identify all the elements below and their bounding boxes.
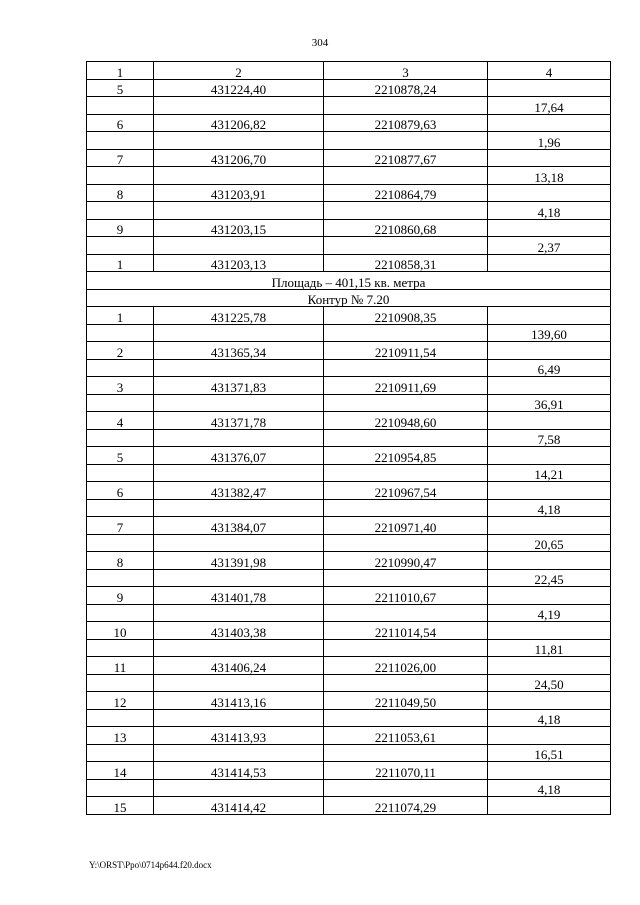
x-coordinate: 431413,93 (154, 727, 324, 745)
distance-row (87, 674, 611, 692)
y-coordinate (324, 202, 488, 220)
distance-cell: 11,81 (488, 639, 611, 657)
point-number: 15 (87, 797, 154, 815)
y-coordinate: 2210971,40 (324, 517, 488, 535)
point-row (87, 219, 611, 237)
point-row (87, 79, 611, 97)
point-row (87, 114, 611, 132)
distance-row (87, 167, 611, 185)
distance-cell (488, 377, 611, 395)
point-row (87, 727, 611, 745)
x-coordinate (154, 639, 324, 657)
section-caption: Площадь – 401,15 кв. метра (87, 272, 611, 290)
x-coordinate (154, 97, 324, 115)
section-row (87, 289, 611, 307)
x-coordinate (154, 167, 324, 185)
x-coordinate (154, 499, 324, 517)
distance-cell (488, 184, 611, 202)
distance-cell: 139,60 (488, 324, 611, 342)
distance-cell: 1,96 (488, 132, 611, 150)
file-path-footer: Y:\ORST\Ppo\0714p644.f20.docx (89, 860, 212, 870)
header-row (87, 62, 611, 80)
x-coordinate: 431371,83 (154, 377, 324, 395)
distance-cell (488, 657, 611, 675)
distance-cell (488, 307, 611, 325)
distance-row (87, 394, 611, 412)
point-row (87, 762, 611, 780)
point-number: 4 (87, 412, 154, 430)
column-header: 4 (488, 62, 611, 80)
coordinates-table (86, 61, 611, 815)
distance-row (87, 324, 611, 342)
distance-cell: 2,37 (488, 237, 611, 255)
point-number: 5 (87, 447, 154, 465)
distance-cell (488, 342, 611, 360)
distance-cell (488, 517, 611, 535)
y-coordinate: 2210877,67 (324, 149, 488, 167)
section-row (87, 272, 611, 290)
y-coordinate (324, 132, 488, 150)
point-number (87, 167, 154, 185)
point-row (87, 184, 611, 202)
y-coordinate (324, 97, 488, 115)
x-coordinate: 431376,07 (154, 447, 324, 465)
point-number (87, 97, 154, 115)
distance-cell: 22,45 (488, 569, 611, 587)
distance-row (87, 604, 611, 622)
x-coordinate (154, 132, 324, 150)
x-coordinate (154, 709, 324, 727)
x-coordinate: 431382,47 (154, 482, 324, 500)
point-number (87, 394, 154, 412)
y-coordinate (324, 167, 488, 185)
point-number (87, 429, 154, 447)
y-coordinate (324, 359, 488, 377)
point-row (87, 447, 611, 465)
y-coordinate: 2210911,69 (324, 377, 488, 395)
point-number (87, 604, 154, 622)
distance-cell (488, 412, 611, 430)
y-coordinate: 2210878,24 (324, 79, 488, 97)
y-coordinate: 2210864,79 (324, 184, 488, 202)
y-coordinate: 2210860,68 (324, 219, 488, 237)
distance-cell: 4,18 (488, 499, 611, 517)
point-row (87, 692, 611, 710)
distance-cell (488, 692, 611, 710)
y-coordinate: 2211074,29 (324, 797, 488, 815)
point-number: 8 (87, 552, 154, 570)
distance-cell (488, 482, 611, 500)
x-coordinate: 431391,98 (154, 552, 324, 570)
distance-cell (488, 587, 611, 605)
distance-row (87, 132, 611, 150)
point-number: 10 (87, 622, 154, 640)
point-row (87, 149, 611, 167)
y-coordinate: 2210858,31 (324, 254, 488, 272)
point-number: 1 (87, 307, 154, 325)
distance-row (87, 429, 611, 447)
y-coordinate: 2210954,85 (324, 447, 488, 465)
distance-row (87, 534, 611, 552)
point-number (87, 779, 154, 797)
distance-row (87, 639, 611, 657)
distance-cell: 7,58 (488, 429, 611, 447)
y-coordinate: 2211014,54 (324, 622, 488, 640)
point-number: 7 (87, 517, 154, 535)
y-coordinate (324, 534, 488, 552)
point-number: 9 (87, 219, 154, 237)
point-number (87, 744, 154, 762)
y-coordinate: 2210967,54 (324, 482, 488, 500)
x-coordinate (154, 359, 324, 377)
distance-cell: 36,91 (488, 394, 611, 412)
point-number: 1 (87, 254, 154, 272)
x-coordinate (154, 534, 324, 552)
x-coordinate (154, 744, 324, 762)
distance-row (87, 464, 611, 482)
point-number (87, 359, 154, 377)
distance-cell: 6,49 (488, 359, 611, 377)
distance-cell (488, 622, 611, 640)
point-row (87, 482, 611, 500)
section-caption: Контур № 7.20 (87, 289, 611, 307)
x-coordinate (154, 324, 324, 342)
point-row (87, 517, 611, 535)
distance-row (87, 709, 611, 727)
distance-cell: 16,51 (488, 744, 611, 762)
distance-cell (488, 149, 611, 167)
y-coordinate: 2211070,11 (324, 762, 488, 780)
point-row (87, 587, 611, 605)
point-number (87, 132, 154, 150)
point-number: 3 (87, 377, 154, 395)
distance-cell: 17,64 (488, 97, 611, 115)
y-coordinate (324, 237, 488, 255)
point-row (87, 342, 611, 360)
y-coordinate: 2211026,00 (324, 657, 488, 675)
y-coordinate (324, 709, 488, 727)
distance-cell (488, 79, 611, 97)
y-coordinate: 2210911,54 (324, 342, 488, 360)
point-number (87, 499, 154, 517)
distance-cell (488, 552, 611, 570)
point-number (87, 674, 154, 692)
x-coordinate: 431365,34 (154, 342, 324, 360)
distance-cell: 14,21 (488, 464, 611, 482)
column-header: 2 (154, 62, 324, 80)
distance-row (87, 779, 611, 797)
y-coordinate (324, 429, 488, 447)
x-coordinate: 431401,78 (154, 587, 324, 605)
y-coordinate: 2210990,47 (324, 552, 488, 570)
point-number: 14 (87, 762, 154, 780)
x-coordinate: 431414,53 (154, 762, 324, 780)
page-number: 304 (311, 37, 329, 49)
y-coordinate (324, 744, 488, 762)
y-coordinate: 2211010,67 (324, 587, 488, 605)
y-coordinate (324, 639, 488, 657)
x-coordinate: 431224,40 (154, 79, 324, 97)
point-number: 11 (87, 657, 154, 675)
distance-cell (488, 727, 611, 745)
distance-row (87, 202, 611, 220)
x-coordinate (154, 464, 324, 482)
distance-row (87, 97, 611, 115)
x-coordinate (154, 779, 324, 797)
distance-cell: 20,65 (488, 534, 611, 552)
point-number: 5 (87, 79, 154, 97)
x-coordinate (154, 569, 324, 587)
y-coordinate (324, 394, 488, 412)
x-coordinate: 431371,78 (154, 412, 324, 430)
distance-cell (488, 219, 611, 237)
point-row (87, 254, 611, 272)
distance-cell (488, 254, 611, 272)
point-number: 7 (87, 149, 154, 167)
distance-cell (488, 797, 611, 815)
x-coordinate (154, 674, 324, 692)
distance-cell: 4,18 (488, 709, 611, 727)
x-coordinate: 431406,24 (154, 657, 324, 675)
point-row (87, 552, 611, 570)
x-coordinate: 431206,70 (154, 149, 324, 167)
y-coordinate (324, 604, 488, 622)
column-header: 3 (324, 62, 488, 80)
distance-row (87, 237, 611, 255)
point-row (87, 797, 611, 815)
point-row (87, 412, 611, 430)
point-row (87, 307, 611, 325)
distance-row (87, 569, 611, 587)
x-coordinate (154, 202, 324, 220)
point-number (87, 534, 154, 552)
y-coordinate (324, 674, 488, 692)
point-number (87, 639, 154, 657)
x-coordinate: 431203,91 (154, 184, 324, 202)
column-header: 1 (87, 62, 154, 80)
point-number: 6 (87, 114, 154, 132)
x-coordinate (154, 604, 324, 622)
x-coordinate: 431203,15 (154, 219, 324, 237)
point-number: 2 (87, 342, 154, 360)
y-coordinate: 2210948,60 (324, 412, 488, 430)
y-coordinate (324, 779, 488, 797)
table-body (87, 79, 611, 814)
x-coordinate: 431225,78 (154, 307, 324, 325)
distance-cell: 24,50 (488, 674, 611, 692)
y-coordinate: 2210908,35 (324, 307, 488, 325)
y-coordinate (324, 569, 488, 587)
point-number: 8 (87, 184, 154, 202)
y-coordinate: 2211049,50 (324, 692, 488, 710)
x-coordinate (154, 429, 324, 447)
point-number (87, 324, 154, 342)
point-number (87, 709, 154, 727)
y-coordinate (324, 324, 488, 342)
x-coordinate: 431206,82 (154, 114, 324, 132)
y-coordinate: 2210879,63 (324, 114, 488, 132)
y-coordinate (324, 464, 488, 482)
point-number: 9 (87, 587, 154, 605)
x-coordinate: 431403,38 (154, 622, 324, 640)
x-coordinate: 431414,42 (154, 797, 324, 815)
distance-cell: 4,18 (488, 202, 611, 220)
point-row (87, 377, 611, 395)
point-number (87, 202, 154, 220)
distance-row (87, 499, 611, 517)
x-coordinate: 431384,07 (154, 517, 324, 535)
y-coordinate: 2211053,61 (324, 727, 488, 745)
point-number (87, 237, 154, 255)
distance-cell (488, 762, 611, 780)
distance-row (87, 744, 611, 762)
distance-row (87, 359, 611, 377)
x-coordinate (154, 394, 324, 412)
distance-cell: 13,18 (488, 167, 611, 185)
point-row (87, 657, 611, 675)
x-coordinate: 431413,16 (154, 692, 324, 710)
distance-cell (488, 447, 611, 465)
distance-cell: 4,18 (488, 779, 611, 797)
point-number (87, 569, 154, 587)
x-coordinate: 431203,13 (154, 254, 324, 272)
distance-cell (488, 114, 611, 132)
point-number: 6 (87, 482, 154, 500)
x-coordinate (154, 237, 324, 255)
y-coordinate (324, 499, 488, 517)
point-row (87, 622, 611, 640)
point-number: 13 (87, 727, 154, 745)
distance-cell: 4,19 (488, 604, 611, 622)
point-number (87, 464, 154, 482)
point-number: 12 (87, 692, 154, 710)
